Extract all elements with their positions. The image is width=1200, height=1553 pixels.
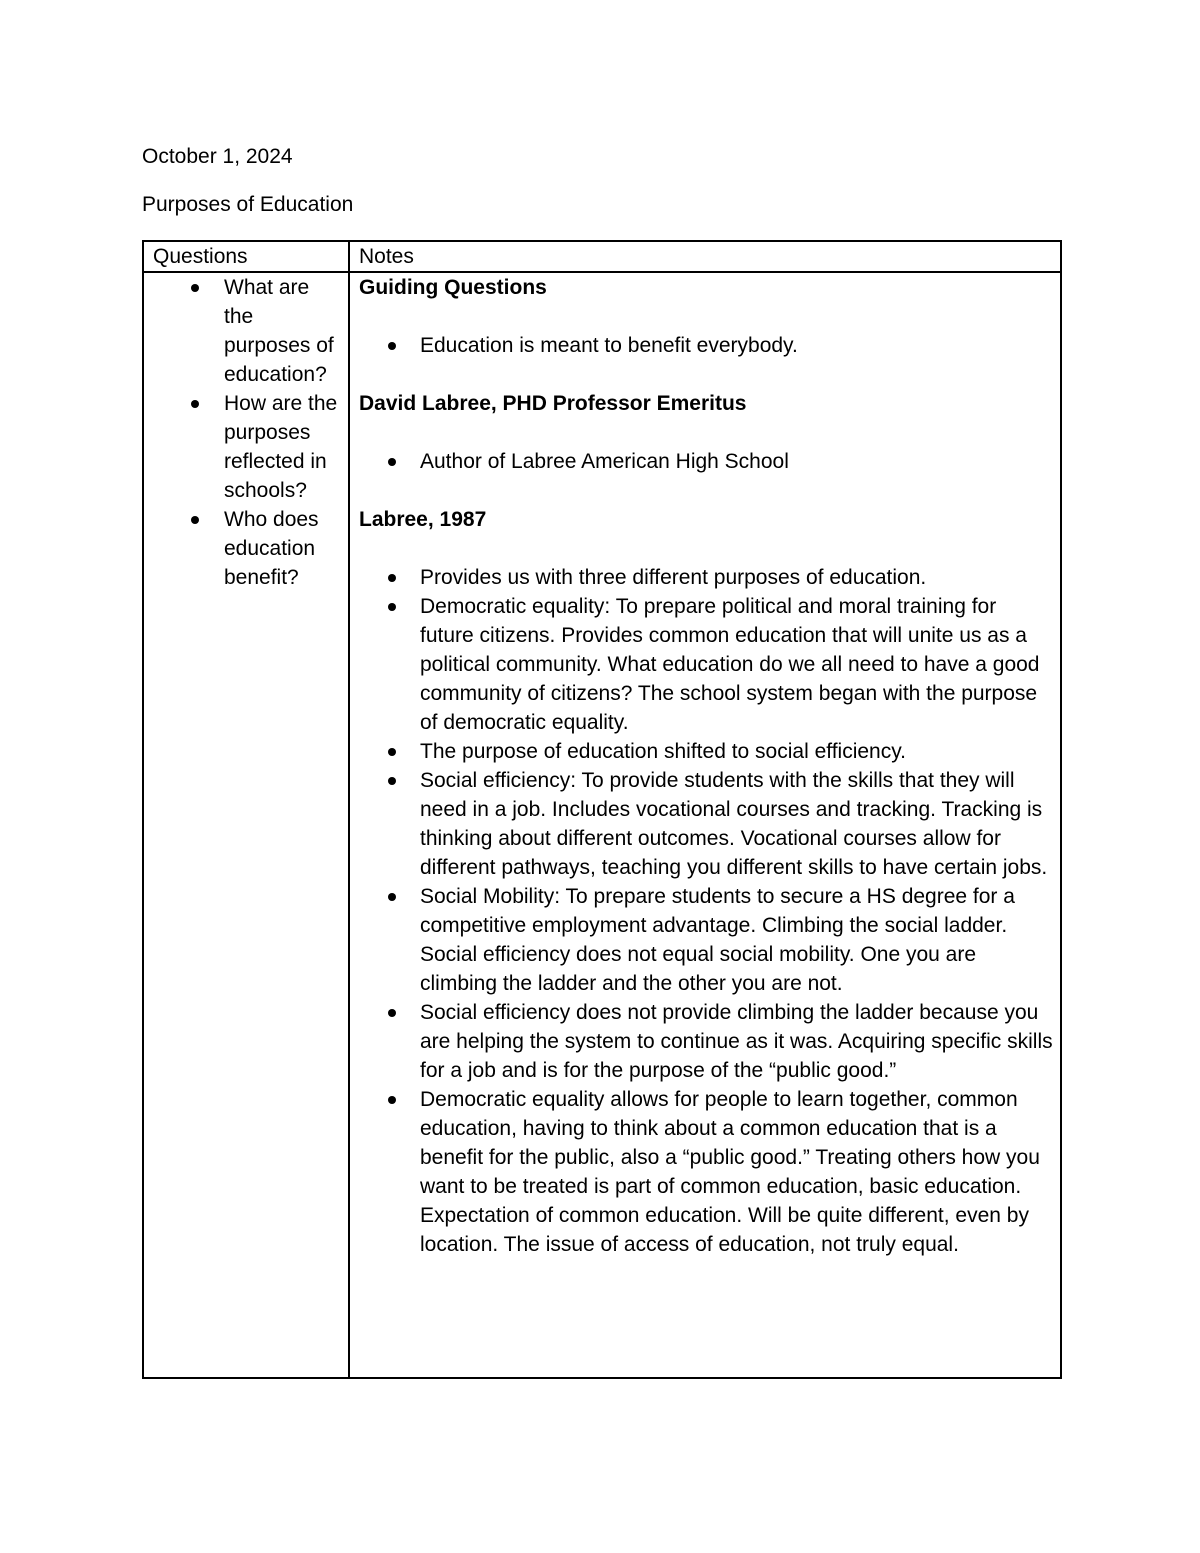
list-item: What are the purposes of education? [153,273,342,389]
section-heading-labree-1987: Labree, 1987 [359,508,487,531]
notes-list-labree [359,563,1054,1259]
list-item: Author of Labree American High School [359,447,1054,476]
list-item: Social efficiency: To provide students with the skills that they will need in a job. Includes vocational courses and tracking. Tracking is thinking about different outcomes. Vocational courses allow for different pathways, teaching you different skills to have certain jobs. [359,766,1054,882]
section-heading-guiding-questions: Guiding Questions [359,276,547,299]
questions-header: Questions [143,241,349,272]
list-item: Democratic equality allows for people to learn together, common education, having to think about a common education that is a benefit for the public, also a “public good.” Treating others how you want to be treated is part of common education, basic education. Expectation of common education. Will be quite different, even by location. The issue of access of education, not truly equal. [359,1085,1054,1259]
spacer [359,360,1054,389]
spacer [359,534,1054,563]
list-item: Democratic equality: To prepare political and moral training for future citizens. Provides common education that will unite us as a political community. What education do we all need to have a good community of citizens? The school system began with the purpose of democratic equality. [359,592,1054,737]
list-item: Provides us with three different purposes of education. [359,563,1054,592]
list-item: Education is meant to benefit everybody. [359,331,1054,360]
spacer [359,476,1054,505]
notes-cell [349,272,1061,1378]
list-item: Who does education benefit? [153,505,342,592]
notes-list-guiding [359,331,1054,360]
section-heading-author: David Labree, PHD Professor Emeritus [359,392,747,415]
document-date: October 1, 2024 [142,145,293,168]
list-item: Social Mobility: To prepare students to secure a HS degree for a competitive employment advantage. Climbing the social ladder. Social efficiency does not equal social mobility. One you are climbing the ladder and the other you are not. [359,882,1054,998]
notes-list-author [359,447,1054,476]
notes-header: Notes [349,241,1061,272]
spacer [359,418,1054,447]
table-body-row [143,272,1061,1378]
questions-cell [143,272,349,1378]
list-item: How are the purposes reflected in schools? [153,389,342,505]
document-title: Purposes of Education [142,193,354,216]
spacer [359,302,1054,331]
list-item: The purpose of education shifted to social efficiency. [359,737,1054,766]
cornell-notes-table [142,240,1062,1379]
table-header-row [143,241,1061,272]
list-item: Social efficiency does not provide climbing the ladder because you are helping the system to continue as it was. Acquiring specific skills for a job and is for the purpose of the “public good.” [359,998,1054,1085]
questions-list [153,273,342,592]
